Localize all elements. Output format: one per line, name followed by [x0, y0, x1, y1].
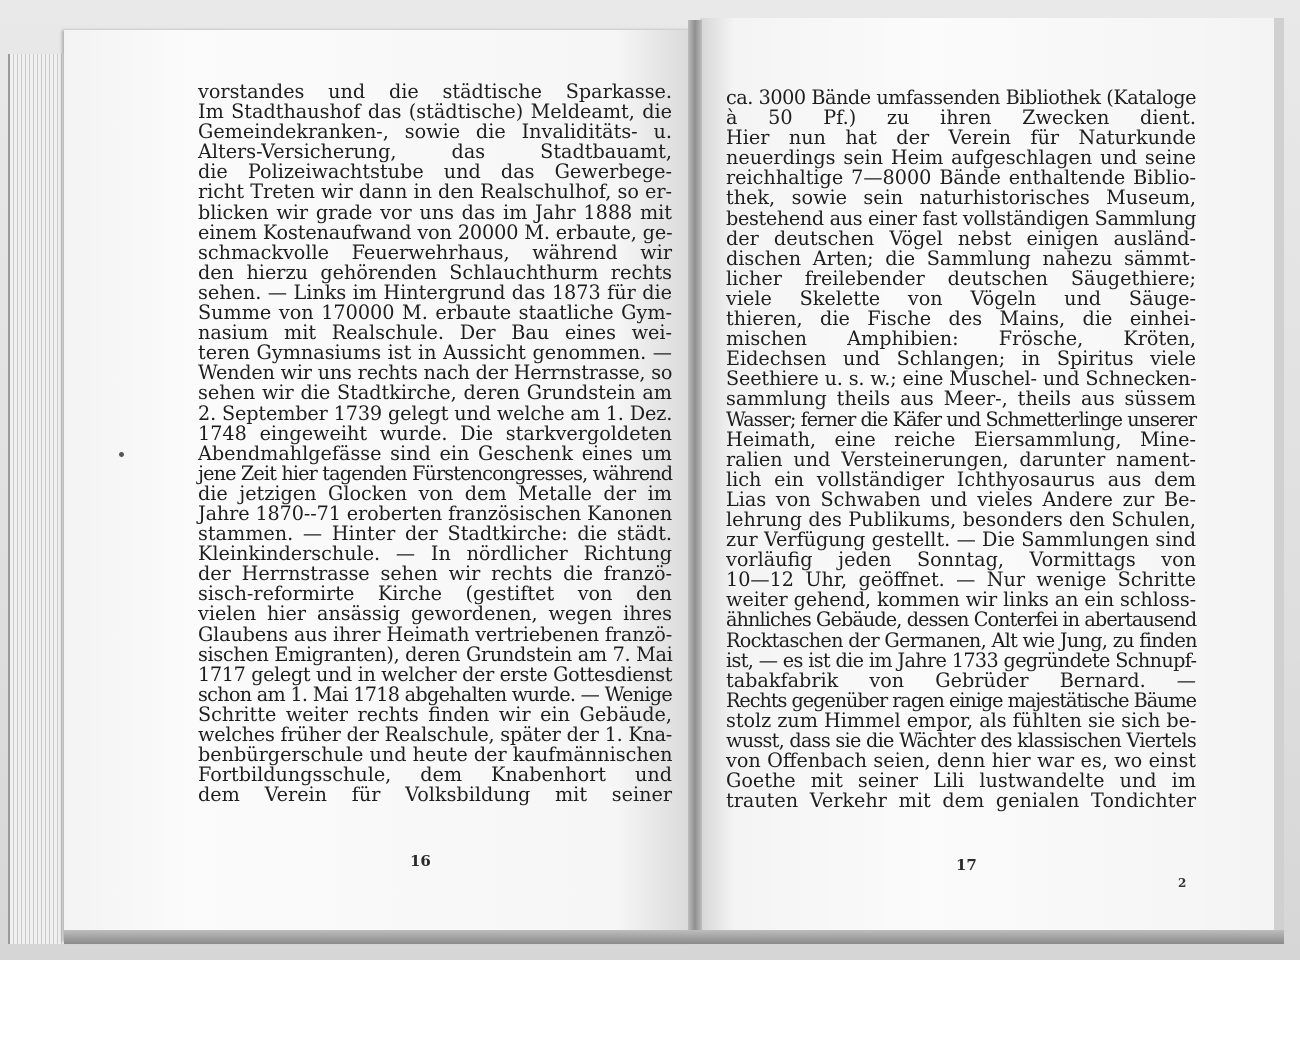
scan-background [0, 960, 1300, 1056]
page-number-left: 16 [410, 852, 431, 870]
text-line: weiter gehend, kommen wir links an ein schloss- [726, 588, 1196, 612]
text-line: Gemeindekranken-, sowie die Invaliditäts- u. [198, 120, 672, 144]
text-line: sisch-reformirte Kirche (gestiftet von den [198, 582, 672, 606]
text-line: neuerdings sein Heim aufgeschlagen und seine [726, 146, 1196, 170]
text-line: dischen Arten; die Sammlung nahezu sämmt- [726, 246, 1196, 270]
text-line: sehen wir die Stadtkirche, deren Grundstein am [198, 381, 672, 405]
text-line: sischen Emigranten), deren Grundstein am 7. Mai [198, 642, 673, 666]
text-line: benbürgerschule und heute der kaufmännischen [198, 743, 673, 767]
text-line: der Herrnstrasse sehen wir rechts die franzö- [198, 562, 672, 586]
text-line: Schritte weiter rechts finden wir ein Gebäude, [198, 702, 672, 726]
text-line: Abendmahlgefässe sind ein Geschenk eines um [198, 441, 672, 465]
text-line: blicken wir grade vor uns das im Jahr 1888 mit [198, 200, 672, 224]
text-line: richt Treten wir dann in den Realschulhof, so er- [198, 180, 672, 204]
text-line: thek, sowie sein naturhistorisches Museum, [726, 186, 1196, 210]
text-line: stolz zum Himmel empor, als fühlten sie sich be- [726, 708, 1197, 732]
signature-mark: 2 [1178, 876, 1187, 890]
text-line: jene Zeit hier tagenden Fürstencongresses, während [198, 461, 673, 485]
text-line: vorläufig jeden Sonntag, Vormittags von [726, 548, 1196, 572]
text-line: bestehend aus einer fast vollständigen Sammlung [726, 206, 1197, 230]
text-line: die jetzigen Glocken von dem Metalle der im [198, 481, 672, 505]
text-line: Jahre 1870--71 eroberten französischen Kanonen [198, 501, 673, 525]
text-line: tabakfabrik von Gebrüder Bernard. — [726, 668, 1196, 692]
text-line: die Polizeiwachtstube und das Gewerbege- [198, 160, 672, 184]
text-line: nasium mit Realschule. Der Bau eines wei- [198, 321, 672, 345]
book-bottom-edge [64, 930, 1284, 944]
text-line: schmackvolle Feuerwehrhaus, während wir [198, 240, 672, 264]
text-line: lich ein vollständiger Ichthyosaurus aus dem [726, 467, 1196, 491]
text-line: zur Verfügung gestellt. — Die Sammlungen sind [726, 528, 1196, 552]
text-line: mischen Amphibien: Frösche, Kröten, [726, 327, 1196, 351]
book-gutter [688, 20, 702, 944]
text-line: viele Skelette von Vögeln und Säuge- [726, 286, 1196, 310]
text-line: Lias von Schwaben und vieles Andere zur Be- [726, 487, 1196, 511]
text-line: sammlung theils aus Meer-, theils aus süssem [726, 387, 1196, 411]
text-line: ähnliches Gebäude, dessen Conterfei in abertausend [726, 608, 1197, 632]
text-line: 10—12 Uhr, geöffnet. — Nur wenige Schritte [726, 568, 1196, 592]
text-line: Im Stadthaushof das (städtische) Meldeamt, die [198, 100, 672, 124]
text-line: ca. 3000 Bände umfassenden Bibliothek (Kataloge [726, 86, 1196, 109]
text-line: Kleinkinderschule. — In nördlicher Richtung [198, 542, 672, 566]
text-line: 2. September 1739 gelegt und welche am 1. Dez. [198, 401, 673, 425]
text-line: Heimath, eine reiche Eiersammlung, Mine- [726, 427, 1196, 451]
text-line: schon am 1. Mai 1718 abgehalten wurde. — Wenige [198, 682, 672, 706]
text-line: à 50 Pf.) zu ihren Zwecken dient. [726, 106, 1196, 130]
text-line: Wasser; ferner die Käfer und Schmetterlinge unserer [726, 407, 1197, 431]
text-line: stammen. — Hinter der Stadtkirche: die städt. [198, 522, 672, 546]
text-line: Hier nun hat der Verein für Naturkunde [726, 126, 1196, 150]
text-line: trauten Verkehr mit dem genialen Tondichter [726, 789, 1196, 813]
text-line: von Offenbach seien, denn hier war es, wo einst [726, 749, 1196, 773]
text-line: 1717 gelegt und in welcher der erste Gottesdienst [198, 662, 673, 686]
text-line: Rechts gegenüber ragen einige majestätische Bäume [726, 688, 1196, 712]
text-line: ralien und Versteinerungen, darunter nament- [726, 447, 1196, 471]
text-line: wusst, dass sie die Wächter des klassischen Viertels [726, 729, 1196, 752]
text-line: Fortbildungsschule, dem Knabenhort und [198, 763, 672, 787]
text-line: Eidechsen und Schlangen; in Spiritus viele [726, 347, 1196, 371]
text-line: thieren, die Fische des Mains, die einhei- [726, 307, 1196, 331]
text-line: teren Gymnasiums ist in Aussicht genommen. — [198, 341, 672, 365]
text-line: Wenden wir uns rechts nach der Herrnstrasse, so [198, 361, 673, 385]
text-line: einem Kostenaufwand von 20000 M. erbaute, ge- [198, 220, 673, 244]
text-line: 1748 eingeweiht wurde. Die starkvergoldeten [198, 421, 672, 445]
text-line: Goethe mit seiner Lili lustwandelte und im [726, 769, 1196, 793]
text-line: Summe von 170000 M. erbaute staatliche Gym- [198, 301, 672, 325]
text-line: der deutschen Vögel nebst einigen ausländ- [726, 226, 1196, 250]
text-line: vorstandes und die städtische Sparkasse. [198, 80, 672, 103]
text-line: Rocktaschen der Germanen, Alt wie Jung, zu finden [726, 628, 1197, 652]
page-number-right: 17 [956, 856, 977, 874]
margin-ink-dot [119, 452, 124, 457]
text-line: lehrung des Publikums, besonders den Schulen, [726, 507, 1196, 531]
text-line: den hierzu gehörenden Schlauchthurm rechts [198, 260, 672, 284]
text-line: ist, — es ist die im Jahre 1733 gegründete Schnupf- [726, 648, 1197, 672]
text-line: vielen hier ansässig gewordenen, wegen ihres [198, 602, 672, 626]
left-page-text [198, 82, 672, 805]
right-page-text [726, 88, 1196, 811]
text-line: Glaubens aus ihrer Heimath vertriebenen franzö- [198, 622, 673, 646]
text-line: licher freilebender deutschen Säugethiere; [726, 266, 1196, 290]
text-line: sehen. — Links im Hintergrund das 1873 für die [198, 280, 672, 304]
text-line: Alters-Versicherung, das Stadtbauamt, [198, 140, 672, 164]
text-line: reichhaltige 7—8000 Bände enthaltende Biblio- [726, 166, 1196, 190]
text-line: welches früher der Realschule, später der 1. Kna- [198, 723, 673, 746]
text-line: Seethiere u. s. w.; eine Muschel- und Schnecken- [726, 367, 1197, 391]
text-line: dem Verein für Volksbildung mit seiner [198, 783, 672, 807]
